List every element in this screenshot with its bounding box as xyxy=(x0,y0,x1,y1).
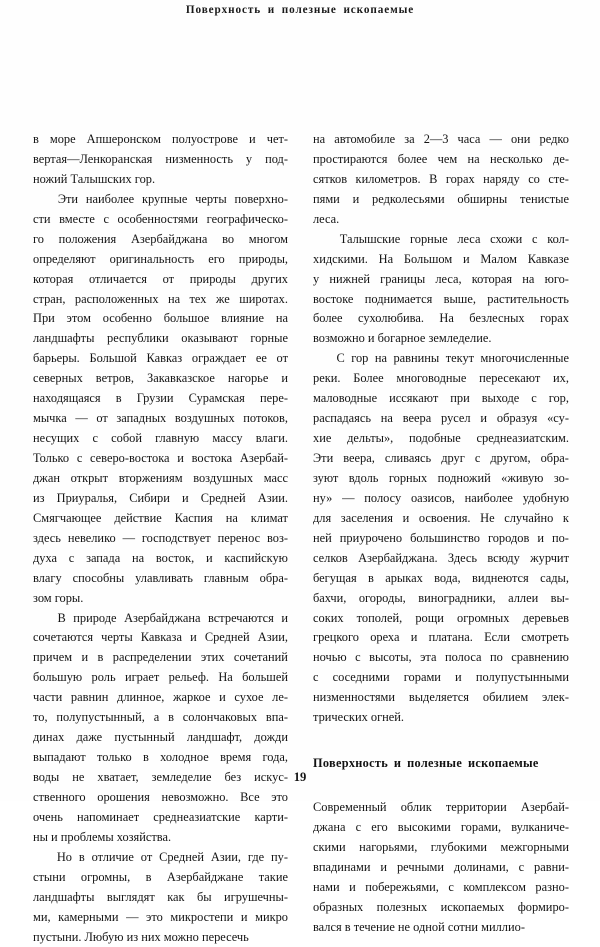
text-line: С гор на равнины текут многочисленные xyxy=(313,349,569,369)
two-column-body xyxy=(33,130,569,947)
section-heading: Поверхность и полезные ископаемые xyxy=(313,754,569,774)
text-line: сятков километров. В горах наряду со сте- xyxy=(313,170,569,190)
right-column xyxy=(313,130,569,947)
text-line: трических огней. xyxy=(313,708,569,728)
text-line: ножий Талышских гор. xyxy=(33,170,288,190)
paragraph-indent xyxy=(33,190,50,210)
left-column xyxy=(33,130,288,947)
paragraph xyxy=(313,349,569,728)
text-line: скими нагорьями, глубокими межгорными xyxy=(313,838,569,858)
text-line: Эти наиболее крупные черты поверхно- xyxy=(33,190,288,210)
text-line: барьеры. Большой Кавказ ограждает ее от xyxy=(33,349,288,369)
text-line: мычка — от западных воздушных потоков, xyxy=(33,409,288,429)
text-line: хие дельты», подобные среднеазиатским. xyxy=(313,429,569,449)
text-line: вертая—Ленкоранская низменность у под- xyxy=(33,150,288,170)
text-line: воды не хватает, земледелие без искус- xyxy=(33,768,288,788)
text-line: го положения Азербайджана во многом xyxy=(33,230,288,250)
text-line: возможно и богарное земледелие. xyxy=(313,329,569,349)
text-line: В природе Азербайджана встречаются и xyxy=(33,609,288,629)
text-line: ми, камерными — это микростепи и микро xyxy=(33,908,288,928)
text-line: северных ветров, Закавказское нагорье и xyxy=(33,369,288,389)
text-line: выпадают только в холодное время года, xyxy=(33,748,288,768)
text-line: для заселения и освоения. Не случайно к xyxy=(313,509,569,529)
paragraph xyxy=(313,798,569,938)
text-line: духа с запада на восток, и каспийскую xyxy=(33,549,288,569)
text-line: динах даже пустынный ландшафт, дожди xyxy=(33,728,288,748)
page-number: 19 xyxy=(0,770,600,785)
section-spacer xyxy=(313,728,569,754)
text-line: джан открыт вторжениям воздушных масс xyxy=(33,469,288,489)
text-line: ночью с высоты, эта полоса по сравнению xyxy=(313,648,569,668)
text-line: ственного орошения невозможно. Все это xyxy=(33,788,288,808)
text-line: большую роль играет рельеф. На большей xyxy=(33,668,288,688)
text-line: При этом особенно большое влияние на xyxy=(33,309,288,329)
text-line: джана с его высокими горами, вулканиче- xyxy=(313,818,569,838)
text-line: стыни огромны, в Азербайджане такие xyxy=(33,868,288,888)
text-line: образных полезных ископаемых формиро- xyxy=(313,898,569,918)
paragraph xyxy=(33,130,288,190)
text-line: впадинами и речными долинами, с равни- xyxy=(313,858,569,878)
paragraph-indent xyxy=(313,230,330,250)
text-line: маловодные иссякают при выходе с гор, xyxy=(313,389,569,409)
paragraph xyxy=(33,848,288,947)
paragraph xyxy=(313,230,569,350)
text-line: Смягчающее действие Каспия на климат xyxy=(33,509,288,529)
text-line: ны и проблемы хозяйства. xyxy=(33,828,288,848)
text-line: соких тополей, рощи огромных деревьев xyxy=(313,609,569,629)
text-line: хидскими. На Большом и Малом Кавказе xyxy=(313,250,569,270)
text-line: бахчи, огороды, виноградники, аллеи вы- xyxy=(313,589,569,609)
text-line: бегущая в арыках вода, виднеются сады, xyxy=(313,569,569,589)
text-line: причем и в распределении этих сочетаний xyxy=(33,648,288,668)
text-line: влагу способны улавливать главным обра- xyxy=(33,569,288,589)
text-line: нами и побережьями, с комплексом разно- xyxy=(313,878,569,898)
text-line: у нижней границы леса, которая на юго- xyxy=(313,270,569,290)
text-line: стран, расположенных на тех же широтах. xyxy=(33,290,288,310)
text-line: зом горы. xyxy=(33,589,288,609)
paragraph xyxy=(33,190,288,609)
text-line: пустыни. Любую из них можно пересечь xyxy=(33,928,288,947)
text-line: Но в отличие от Средней Азии, где пу- xyxy=(33,848,288,868)
text-line: здесь невелико — господствует перенос воз- xyxy=(33,529,288,549)
text-line: леса. xyxy=(313,210,569,230)
text-line: Эти веера, сливаясь друг с другом, обра- xyxy=(313,449,569,469)
text-line: Только с северо-востока и востока Азербай- xyxy=(33,449,288,469)
text-line: простираются более чем на несколько де- xyxy=(313,150,569,170)
text-line: то, полупустынный, а в солончаковых впа- xyxy=(33,708,288,728)
paragraph-indent xyxy=(33,609,50,629)
text-line: в море Апшеронском полуострове и чет- xyxy=(33,130,288,150)
text-line: вался в течение не одной сотни миллио- xyxy=(313,918,569,938)
text-line: распадаясь на веера русел и образуя «су- xyxy=(313,409,569,429)
text-line: которая отличается от природы других xyxy=(33,270,288,290)
text-line: с соседними горами и полупустынными xyxy=(313,668,569,688)
text-line: востоке поднимается выше, растительность xyxy=(313,290,569,310)
text-line: на автомобиле за 2—3 часа — они редко xyxy=(313,130,569,150)
text-line: сочетаются черты Кавказа и Средней Азии, xyxy=(33,628,288,648)
paragraph-indent xyxy=(33,848,50,868)
text-line: Талышские горные леса схожи с кол- xyxy=(313,230,569,250)
text-line: зуют вдоль горных подножий «живую зо- xyxy=(313,469,569,489)
text-line: пями и редколесьями обширны тенистые xyxy=(313,190,569,210)
text-line: низменностями выделяется обилием элек- xyxy=(313,688,569,708)
text-line: несущих с собой главную массу влаги. xyxy=(33,429,288,449)
text-line: ней приурочено большинство городов и по- xyxy=(313,529,569,549)
text-line: из Приуралья, Сибири и Средней Азии. xyxy=(33,489,288,509)
text-line: селков Азербайджана. Здесь всюду журчит xyxy=(313,549,569,569)
text-line: очень напоминает среднеазиатские карти- xyxy=(33,808,288,828)
text-line: ландшафты выглядят как бы игрушечны- xyxy=(33,888,288,908)
text-line: определяют оригинальность его природы, xyxy=(33,250,288,270)
paragraph xyxy=(33,609,288,848)
text-line: более сухолюбива. На безлесных горах xyxy=(313,309,569,329)
text-line: реки. Более многоводные пересекают их, xyxy=(313,369,569,389)
text-line: ландшафты республики оказывают горные xyxy=(33,329,288,349)
text-line: ну» — полосу оазисов, наиболее удобную xyxy=(313,489,569,509)
text-line: сти вместе с особенностями географическо- xyxy=(33,210,288,230)
paragraph xyxy=(313,130,569,230)
paragraph-indent xyxy=(313,349,330,369)
text-line: части равнин длинное, жаркое и сухое ле- xyxy=(33,688,288,708)
running-header: Поверхность и полезные ископаемые xyxy=(0,4,600,16)
text-line: грецкого ореха и платана. Если смотреть xyxy=(313,628,569,648)
text-line: Современный облик территории Азербай- xyxy=(313,798,569,818)
text-line: находящаяся в Грузии Сурамская пере- xyxy=(33,389,288,409)
